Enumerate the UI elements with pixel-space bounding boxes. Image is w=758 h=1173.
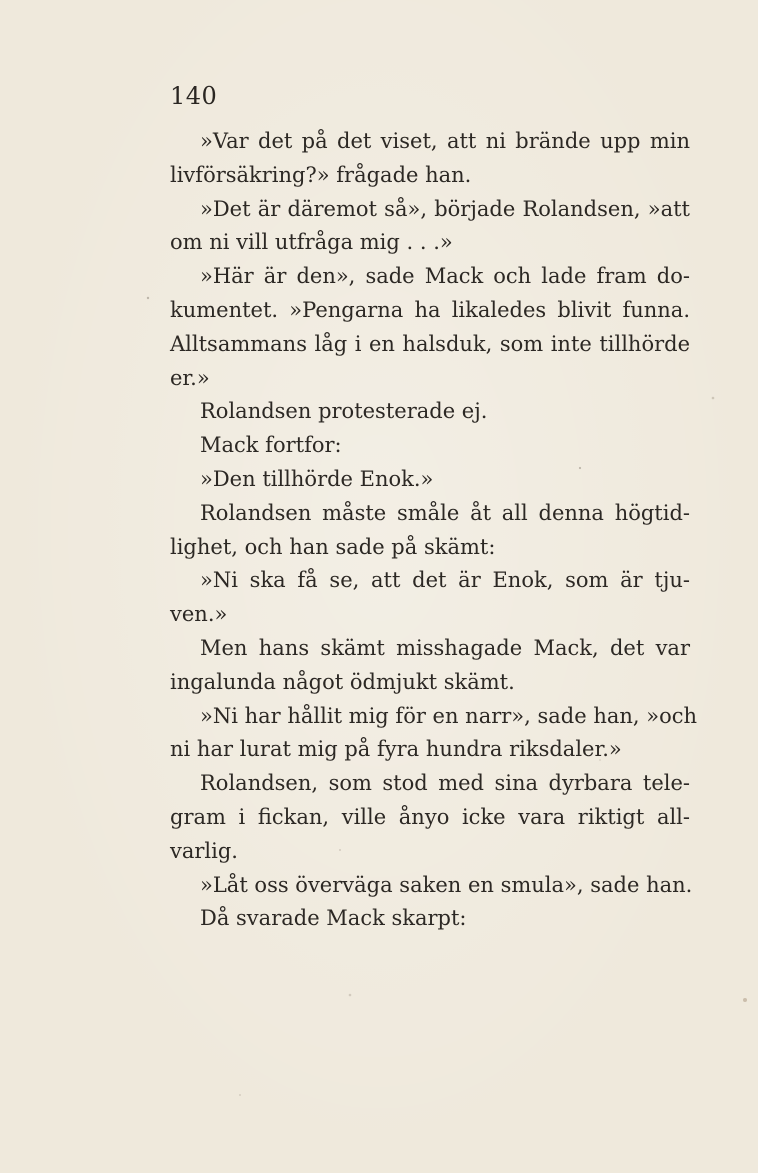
- text-line: Rolandsen måste småle åt all denna högtid-: [200, 500, 690, 525]
- text-line: lighet, och han sade på skämt:: [170, 534, 496, 559]
- text-line: Mack fortfor:: [200, 433, 342, 458]
- text-line: varlig.: [170, 838, 238, 863]
- text-line: »Den tillhörde Enok.»: [200, 466, 434, 491]
- text-line: »Var det på det viset, att ni brände upp min: [200, 129, 690, 153]
- text-line: livförsäkring?» frågade han.: [170, 162, 472, 187]
- text-line: Då svarade Mack skarpt:: [200, 906, 467, 931]
- text-line: ni har lurat mig på fyra hundra riksdaler.»: [170, 737, 622, 762]
- text-line: »Ni har hållit mig för en narr», sade han, »och: [200, 703, 698, 728]
- text-line: Rolandsen protesterade ej.: [200, 399, 488, 424]
- text-line: Alltsammans låg i en halsduk, som inte tillhörde: [170, 331, 690, 356]
- text-line: »Det är däremot så», började Rolandsen, »att: [200, 196, 690, 221]
- text-line: er.»: [170, 365, 210, 390]
- page-number: 140: [170, 82, 218, 110]
- text-line: kumentet. »Pengarna ha likaledes blivit funna.: [170, 297, 690, 322]
- text-line: Men hans skämt misshagade Mack, det var: [200, 635, 690, 660]
- text-line: »Låt oss överväga saken en smula», sade han.: [200, 872, 693, 897]
- text-line: Rolandsen, som stod med sina dyrbara tele-: [200, 771, 690, 796]
- text-line: om ni vill utfråga mig . . .»: [170, 230, 453, 255]
- text-line: »Här är den», sade Mack och lade fram do-: [200, 264, 690, 289]
- body-text: [170, 125, 698, 936]
- text-line: ven.»: [170, 602, 228, 627]
- text-line: »Ni ska få se, att det är Enok, som är tju-: [200, 568, 690, 593]
- text-line: gram i fickan, ville ånyo icke vara riktigt all-: [170, 804, 690, 829]
- text-line: ingalunda något ödmjukt skämt.: [170, 669, 515, 694]
